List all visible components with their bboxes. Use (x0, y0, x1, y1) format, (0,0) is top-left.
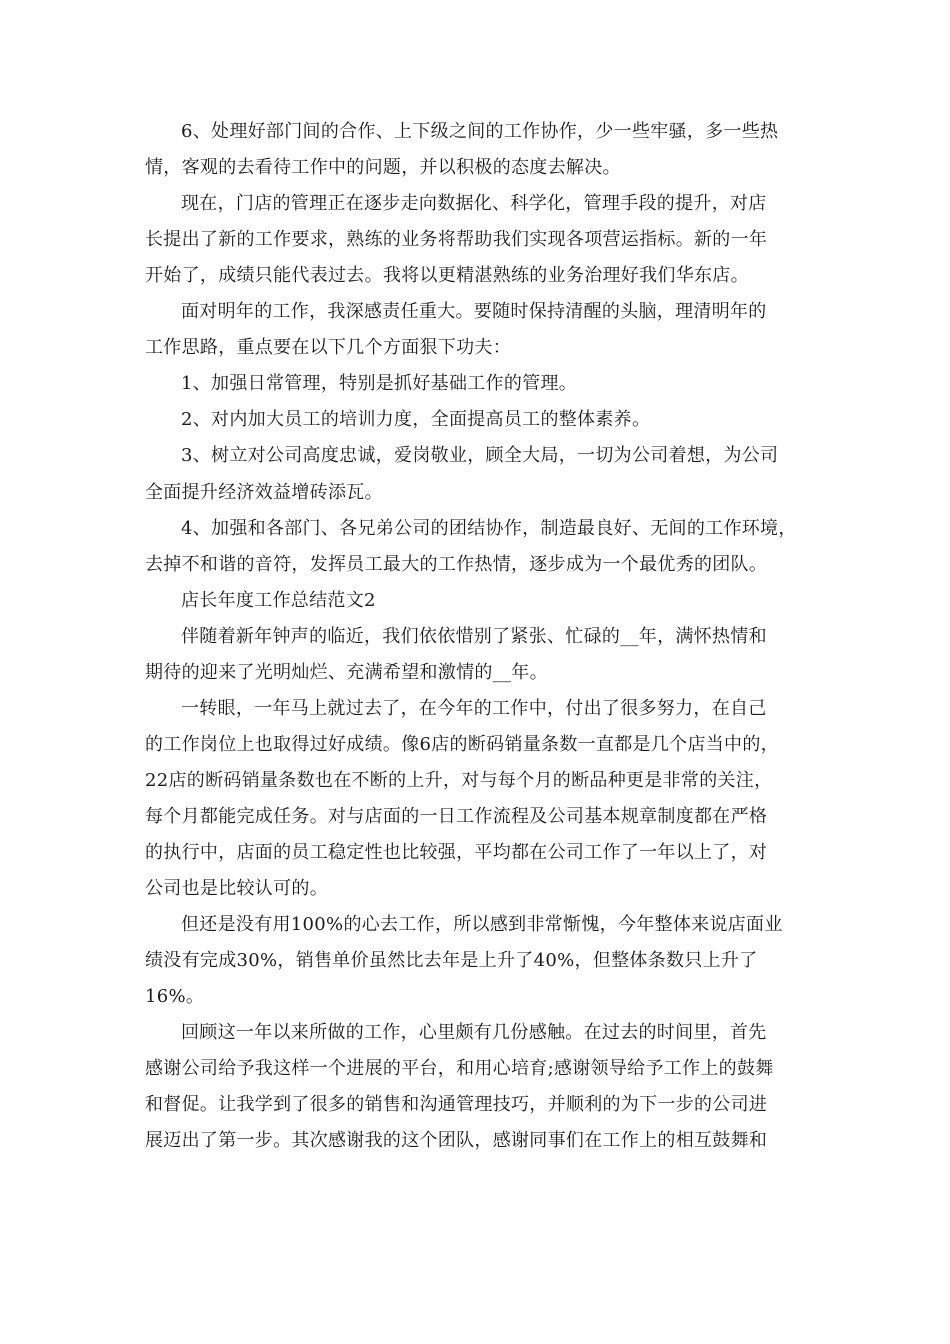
text-line: 16%。 (145, 986, 205, 1008)
text-line: 伴随着新年钟声的临近，我们依依惜别了紧张、忙碌的__年，满怀热情和 (181, 625, 767, 647)
text-line: 每个月都能完成任务。对与店面的一日工作流程及公司基本规章制度都在严格 (145, 805, 768, 827)
text-line: 一转眼，一年马上就过去了，在今年的工作中，付出了很多努力，在自己 (181, 697, 767, 719)
text-line: 展迈出了第一步。其次感谢我的这个团队，感谢同事们在工作上的相互鼓舞和 (145, 1130, 768, 1152)
text-line: 工作思路，重点要在以下几个方面狠下功夫： (145, 337, 511, 359)
text-line: 6、处理好部门间的合作、上下级之间的工作协作，少一些牢骚，多一些热 (181, 121, 779, 142)
text-line: 公司也是比较认可的。 (145, 878, 328, 900)
text-line: 全面提升经济效益增砖添瓦。 (145, 481, 383, 503)
text-line: 绩没有完成30%，销售单价虽然比去年是上升了40%，但整体条数只上升了 (145, 950, 758, 972)
text-line: 去掉不和谐的音符，发挥员工最大的工作热情，逐步成为一个最优秀的团队。 (145, 553, 768, 575)
text-line: 22店的断码销量条数也在不断的上升，对与每个月的断品种更是非常的关注， (145, 769, 773, 791)
text-line: 但还是没有用100%的心去工作，所以感到非常惭愧，今年整体来说店面业 (181, 914, 783, 936)
text-line: 店长年度工作总结范文2 (181, 589, 376, 611)
text-line: 回顾这一年以来所做的工作，心里颇有几份感触。在过去的时间里，首先 (181, 1022, 767, 1044)
text-line: 3、树立对公司高度忠诚，爱岗敬业，顾全大局，一切为公司着想，为公司 (181, 445, 779, 467)
text-line: 2、对内加大员工的培训力度，全面提高员工的整体素养。 (181, 409, 651, 431)
text-line: 现在，门店的管理正在逐步走向数据化、科学化，管理手段的提升，对店 (181, 193, 767, 215)
text-line: 面对明年的工作，我深感责任重大。要随时保持清醒的头脑，理清明年的 (181, 301, 767, 323)
text-line: 的工作岗位上也取得过好成绩。像6店的断码销量条数一直都是几个店当中的， (145, 733, 779, 755)
text-line: 1、加强日常管理，特别是抓好基础工作的管理。 (181, 373, 578, 395)
text-line: 感谢公司给予我这样一个进展的平台，和用心培育;感谢领导给予工作上的鼓舞 (145, 1058, 774, 1080)
text-line: 情，客观的去看待工作中的问题，并以积极的态度去解决。 (145, 157, 621, 179)
text-line: 期待的迎来了光明灿烂、充满希望和激情的__年。 (145, 661, 548, 683)
text-line: 和督促。让我学到了很多的销售和沟通管理技巧，并顺利的为下一步的公司进 (145, 1094, 768, 1116)
text-line: 4、加强和各部门、各兄弟公司的团结协作，制造最良好、无间的工作环境， (181, 517, 797, 539)
text-line: 开始了，成绩只能代表过去。我将以更精湛熟练的业务治理好我们华东店。 (145, 265, 749, 287)
text-line: 长提出了新的工作要求，熟练的业务将帮助我们实现各项营运指标。新的一年 (145, 229, 768, 251)
text-line: 的执行中，店面的员工稳定性也比较强，平均都在公司工作了一年以上了，对 (145, 842, 768, 863)
